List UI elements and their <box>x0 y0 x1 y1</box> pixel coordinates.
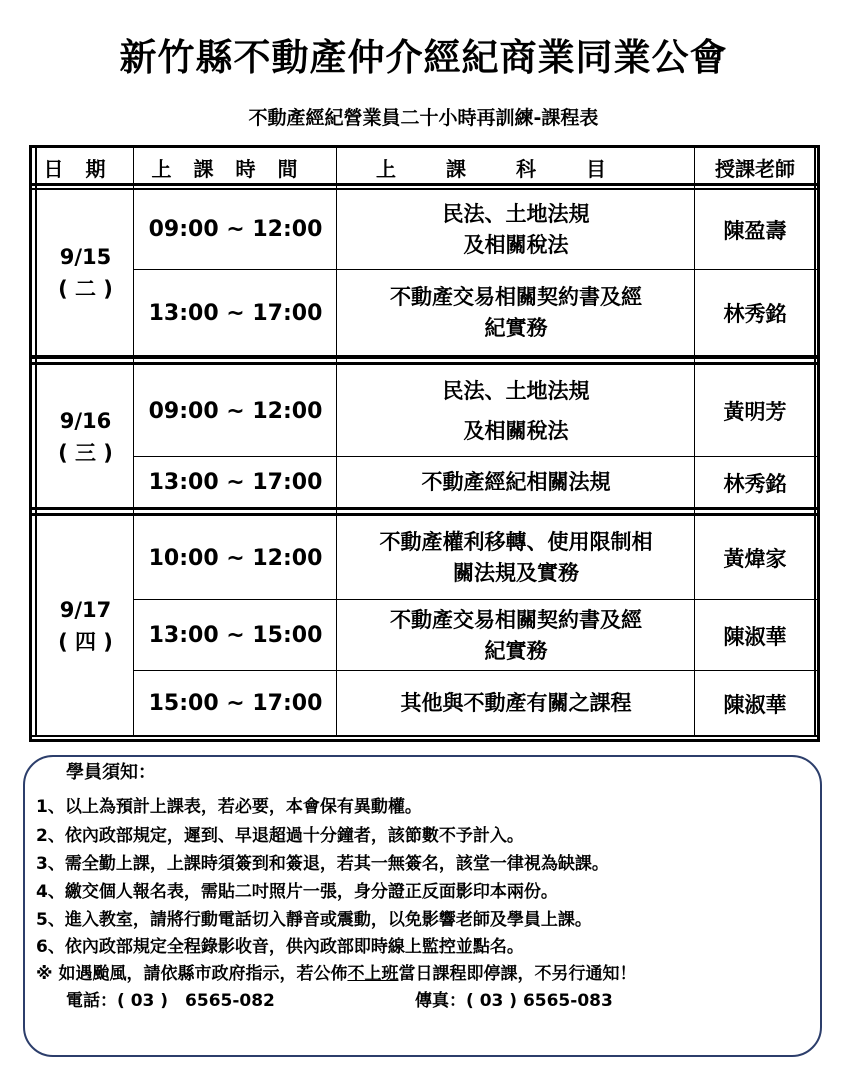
session-teacher: 林秀銘 <box>723 471 787 496</box>
date-label: 9/16 <box>59 408 112 433</box>
subject-line: 不動產經紀相關法規 <box>421 470 611 494</box>
subject-line: 其他與不動產有關之課程 <box>400 691 632 715</box>
date-cell <box>38 517 133 735</box>
subject-line: 及相關稅法 <box>463 419 569 443</box>
date-cell <box>38 366 133 507</box>
subject-line: 關法規及實務 <box>453 561 579 585</box>
note-item: 6、依內政部規定全程錄影收音，供內政部即時線上監控並點名。 <box>36 937 524 957</box>
day-separator <box>32 355 817 359</box>
note-item: 4、繳交個人報名表，需貼二吋照片一張，身分證正反面影印本兩份。 <box>36 882 558 902</box>
subject-line: 不動產交易相關契約書及經 <box>390 607 642 632</box>
subject-line: 民法、土地法規 <box>442 201 590 226</box>
header-subject: 上課科目 <box>376 156 656 181</box>
frame-inner-left <box>35 148 37 737</box>
session-teacher: 陳盈壽 <box>723 218 787 243</box>
phone-number: 電話：( 03 ) 6565-082 <box>66 991 275 1011</box>
session-subject <box>338 517 694 599</box>
day-separator <box>32 507 817 510</box>
row-line <box>133 269 817 270</box>
table-bottom-rule <box>32 735 817 737</box>
session-time: 13:00 ~ 17:00 <box>148 470 323 495</box>
header-double-rule <box>32 188 817 190</box>
session-teacher: 林秀銘 <box>723 302 787 326</box>
day-separator <box>32 362 817 365</box>
document-subtitle: 不動產經紀營業員二十小時再訓練-課程表 <box>248 107 599 129</box>
typhoon-notice-prefix: ※ 如遇颱風，請依縣市政府指示，若公佈 <box>36 964 348 984</box>
row-line <box>133 670 817 671</box>
note-item: 5、進入教室，請將行動電話切入靜音或震動，以免影響老師及學員上課。 <box>36 910 592 930</box>
header-teacher: 授課老師 <box>715 156 795 181</box>
session-time: 09:00 ~ 12:00 <box>148 398 323 424</box>
subject-line: 不動產權利移轉、使用限制相 <box>379 530 653 554</box>
subject-line: 紀實務 <box>484 638 548 663</box>
subject-line: 民法、土地法規 <box>442 379 590 403</box>
row-line <box>133 456 817 457</box>
day-separator <box>32 513 817 516</box>
document-title: 新竹縣不動產仲介經紀商業同業公會 <box>119 36 728 79</box>
session-teacher: 陳淑華 <box>723 624 787 649</box>
subject-line: 及相關稅法 <box>463 232 569 257</box>
note-item: 1、以上為預計上課表，若必要，本會保有異動權。 <box>36 797 422 817</box>
note-item: 3、需全勤上課，上課時須簽到和簽退，若其一無簽名，該堂一律視為缺課。 <box>36 854 609 874</box>
date-cell <box>38 190 133 355</box>
header-time: 上課時間 <box>151 156 320 181</box>
session-teacher: 黃煒家 <box>723 547 787 571</box>
session-subject <box>338 366 694 456</box>
date-label: 9/17 <box>59 598 112 622</box>
session-subject <box>338 190 694 269</box>
session-subject <box>338 458 694 507</box>
typhoon-notice-suffix: 當日課程即停課，不另行通知！ <box>398 964 637 984</box>
subject-line: 紀實務 <box>484 316 548 340</box>
typhoon-notice <box>36 962 636 987</box>
subject-line: 不動產交易相關契約書及經 <box>390 285 642 309</box>
column-line <box>133 148 134 737</box>
typhoon-notice-underlined: 不上班 <box>347 964 399 984</box>
session-time: 13:00 ~ 15:00 <box>148 623 323 648</box>
date-label: 9/15 <box>59 244 112 269</box>
header-underline <box>32 183 817 186</box>
session-time: 10:00 ~ 12:00 <box>148 545 323 571</box>
frame-inner-right <box>814 148 816 737</box>
session-time: 13:00 ~ 17:00 <box>148 300 323 326</box>
session-subject <box>338 672 694 735</box>
column-line <box>694 148 695 737</box>
notes-title: 學員須知： <box>66 762 156 783</box>
session-subject <box>338 271 694 355</box>
note-item: 2、依內政部規定，遲到、早退超過十分鐘者，該節數不予計入。 <box>36 826 524 846</box>
weekday-label: ( 二 ) <box>58 276 113 301</box>
session-teacher: 陳淑華 <box>723 692 787 717</box>
header-date: 日期 <box>43 156 128 181</box>
weekday-label: ( 四 ) <box>58 630 113 654</box>
column-line <box>336 148 337 737</box>
weekday-label: ( 三 ) <box>58 440 113 465</box>
fax-number: 傳真：( 03 ) 6565-083 <box>415 991 613 1011</box>
session-time: 09:00 ~ 12:00 <box>148 217 323 242</box>
session-time: 15:00 ~ 17:00 <box>148 691 323 716</box>
row-line <box>133 599 817 600</box>
session-subject <box>338 601 694 670</box>
session-teacher: 黃明芳 <box>723 400 787 424</box>
